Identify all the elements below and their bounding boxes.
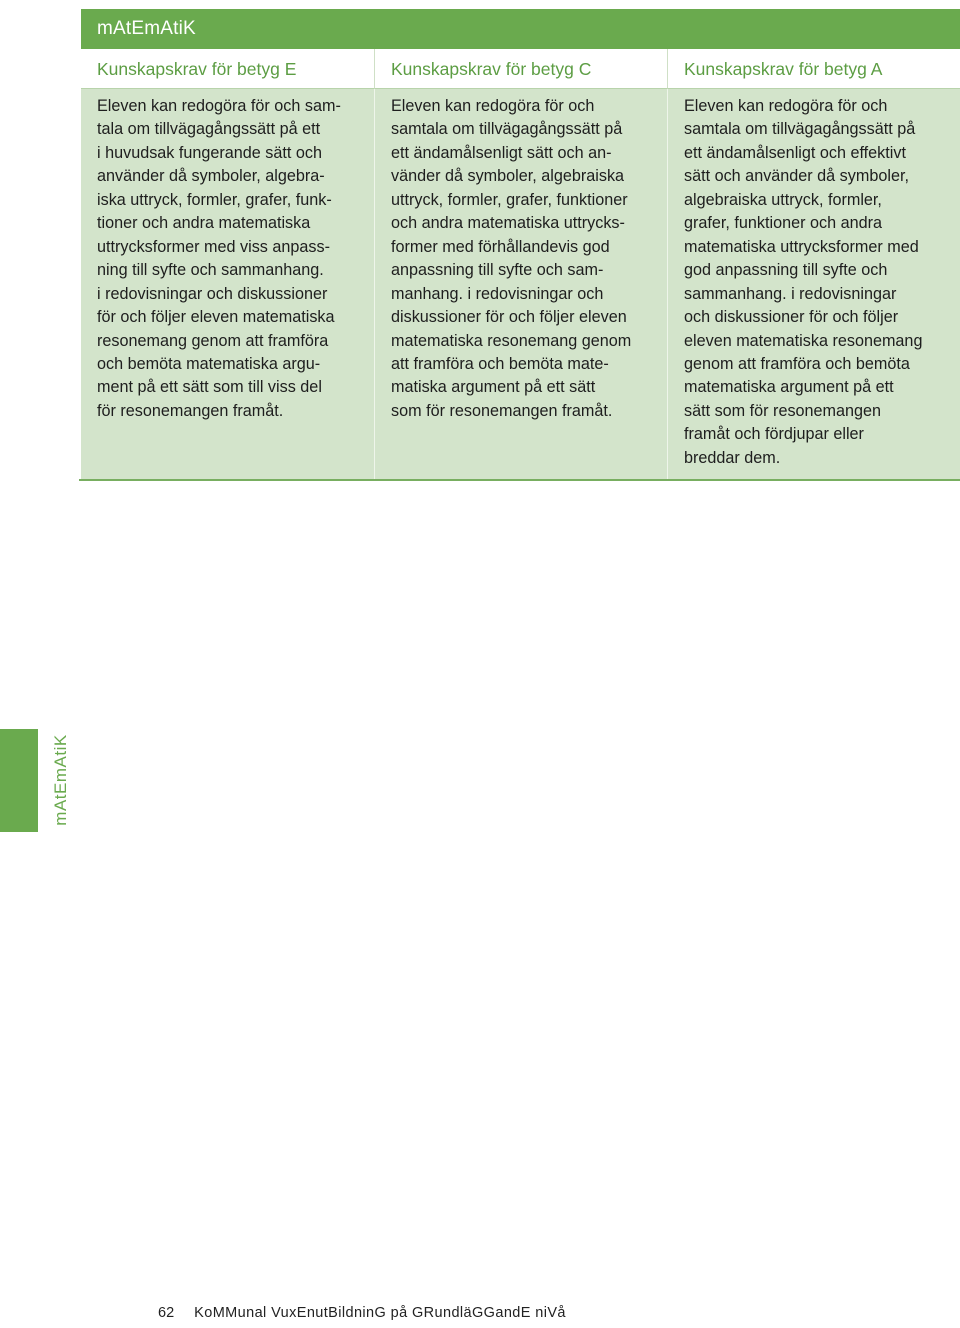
column-heading-c: Kunskapskrav för betyg C [374, 49, 667, 89]
criteria-text-line: att framföra och bemöta mate- [391, 354, 609, 373]
criteria-text-line: iska uttryck, formler, grafer, funk- [97, 190, 332, 209]
criteria-text-line: algebraiska uttryck, formler, [684, 190, 882, 209]
criteria-text-line: ning till syfte och sammanhang. [97, 261, 324, 280]
criteria-text-line: uttryck, formler, grafer, funktioner [391, 190, 628, 209]
criteria-text-line: anpassning till syfte och sam- [391, 261, 604, 280]
criteria-text-line: ett ändamålsenligt och effektivt [684, 143, 906, 162]
section-title-bar [81, 9, 960, 49]
criteria-text-line: former med förhållandevis god [391, 237, 610, 256]
criteria-text-line: för och följer eleven matematiska [97, 308, 335, 327]
criteria-text-line: manhang. i redovisningar och [391, 284, 604, 303]
criteria-text-line: framåt och fördjupar eller [684, 425, 864, 444]
column-heading-e: Kunskapskrav för betyg E [81, 49, 374, 89]
grade-criteria-table [81, 49, 960, 480]
criteria-text-line: eleven matematiska resonemang [684, 331, 923, 350]
criteria-cell-a [667, 89, 960, 480]
criteria-text-line: uttrycksformer med viss anpass- [97, 237, 330, 256]
column-heading-a: Kunskapskrav för betyg A [667, 49, 960, 89]
criteria-text-line: tioner och andra matematiska [97, 214, 311, 233]
criteria-text-line: i redovisningar och diskussioner [97, 284, 328, 303]
criteria-text-line: god anpassning till syfte och [684, 261, 888, 280]
criteria-text-line: resonemang genom att framföra [97, 331, 329, 350]
criteria-text-line: Eleven kan redogöra för och [684, 97, 888, 115]
criteria-text-line: matematiska argument på ett [684, 378, 894, 397]
criteria-text-line: tala om tillvägagångssätt på ett [97, 120, 321, 139]
criteria-cell-e [81, 89, 374, 480]
side-tab-label: mAtEmAtiK [51, 734, 70, 826]
criteria-text-line: matematiska resonemang genom [391, 331, 632, 350]
page-number: 62 [158, 1305, 175, 1321]
criteria-text-line: och bemöta matematiska argu- [97, 354, 321, 373]
criteria-text-line: genom att framföra och bemöta [684, 354, 910, 373]
table-bottom-rule [79, 479, 960, 481]
criteria-text-line: använder då symboler, algebra- [97, 167, 325, 186]
criteria-cell-c [374, 89, 667, 480]
running-title: KoMMunal VuxEnutBildninG på GRundläGGandE niVå [194, 1305, 566, 1321]
criteria-text-line: i huvudsak fungerande sätt och [97, 143, 322, 162]
criteria-text-line: samtala om tillvägagångssätt på [684, 120, 916, 139]
criteria-text-line: grafer, funktioner och andra [684, 214, 882, 233]
criteria-text-line: sätt och använder då symboler, [684, 167, 909, 186]
criteria-text-line: Eleven kan redogöra för och sam- [97, 97, 341, 115]
criteria-text-line: matiska argument på ett sätt [391, 378, 596, 397]
criteria-text-line: Eleven kan redogöra för och [391, 97, 595, 115]
criteria-text-line: för resonemangen framåt. [97, 401, 284, 420]
criteria-text-line: matematiska uttrycksformer med [684, 237, 919, 256]
criteria-text-line: och andra matematiska uttrycks- [391, 214, 625, 233]
criteria-text-line: samtala om tillvägagångssätt på [391, 120, 623, 139]
page-footer [158, 1305, 566, 1321]
criteria-text-line: vänder då symboler, algebraiska [391, 167, 625, 186]
criteria-text-line: breddar dem. [684, 448, 781, 467]
criteria-text-line: och diskussioner för och följer [684, 308, 899, 327]
criteria-text-line: sammanhang. i redovisningar [684, 284, 897, 303]
criteria-text-line: sätt som för resonemangen [684, 401, 882, 420]
criteria-text-line: ment på ett sätt som till viss del [97, 378, 322, 397]
section-title: mAtEmAtiK [97, 18, 196, 39]
side-tab-marker [0, 729, 38, 832]
criteria-text-line: ett ändamålsenligt sätt och an- [391, 143, 612, 162]
criteria-text-line: som för resonemangen framåt. [391, 401, 613, 420]
criteria-text-line: diskussioner för och följer eleven [391, 308, 627, 327]
